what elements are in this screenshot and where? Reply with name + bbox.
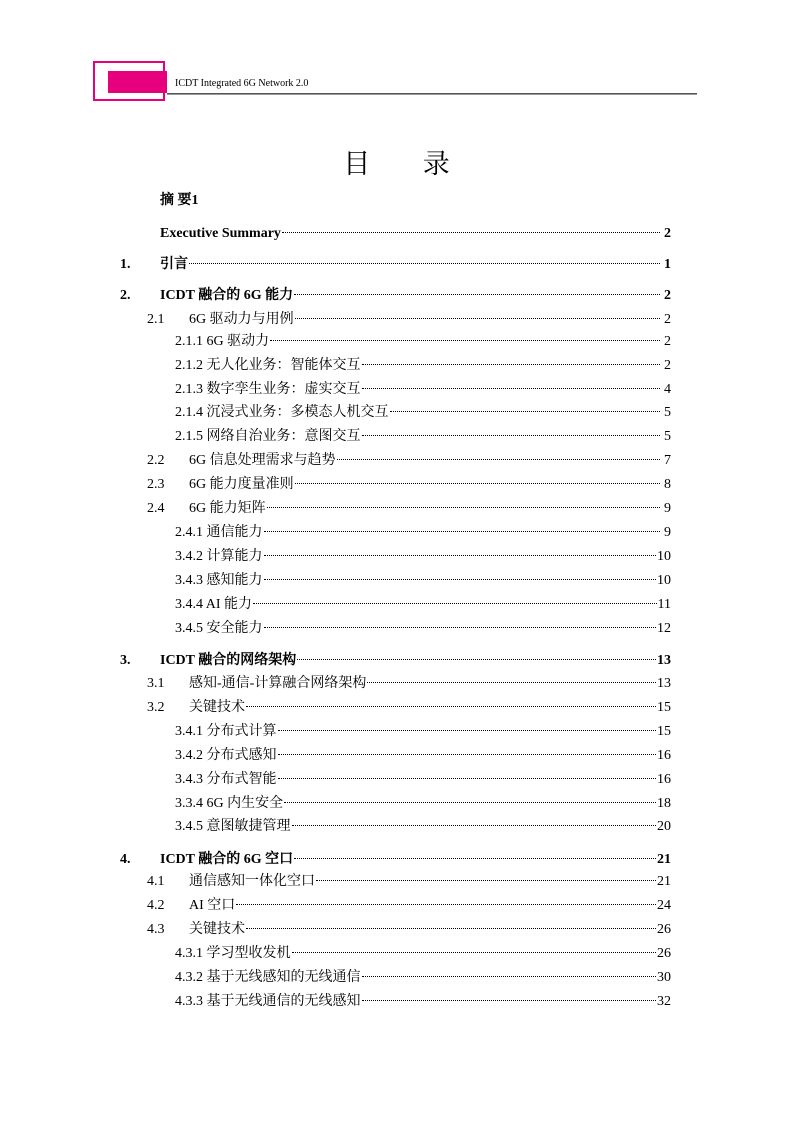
toc-entry-number: 3.: [120, 653, 131, 668]
dot-leader: [316, 880, 656, 881]
toc-entry-page: 2: [664, 334, 671, 349]
toc-entry[interactable]: [147, 699, 671, 717]
toc-entry-page: 16: [657, 748, 671, 763]
toc-entry-label: ICDT 融合的 6G 能力: [160, 288, 294, 303]
toc-entry[interactable]: [175, 596, 671, 614]
toc-entry[interactable]: [175, 771, 671, 789]
dot-leader: [362, 364, 661, 365]
toc-entry-page: 16: [657, 772, 671, 787]
toc-entry-label: 3.4.5 意图敏捷管理: [175, 819, 291, 834]
dot-leader: [297, 659, 656, 660]
dot-leader: [294, 294, 660, 295]
toc-entry-page: 9: [664, 525, 671, 540]
toc-entry-page: 21: [657, 852, 671, 867]
toc-entry[interactable]: [175, 333, 671, 351]
dot-leader: [246, 928, 656, 929]
toc-entry-number: 3.2: [147, 700, 165, 715]
toc-entry[interactable]: [175, 524, 671, 542]
toc-entry[interactable]: [175, 993, 671, 1011]
dot-leader: [390, 411, 661, 412]
toc-entry[interactable]: [175, 548, 671, 566]
toc-entry-page: 30: [657, 970, 671, 985]
dot-leader: [246, 706, 656, 707]
toc-entry-label: 6G 能力度量准则: [189, 477, 294, 492]
dot-leader: [189, 263, 660, 264]
toc-entry-number: 4.3: [147, 922, 165, 937]
toc-entry-page: 20: [657, 819, 671, 834]
dot-leader: [284, 802, 656, 803]
toc-entry[interactable]: [120, 851, 671, 869]
toc-entry-page: 7: [664, 453, 671, 468]
toc-entry-number: 4.: [120, 852, 131, 867]
toc-entry[interactable]: [175, 620, 671, 638]
toc-entry-number: 2.2: [147, 453, 165, 468]
dot-leader: [337, 459, 660, 460]
toc-entry[interactable]: [175, 428, 671, 446]
toc-entry-label: ICDT 融合的 6G 空口: [160, 852, 294, 867]
toc-entry-page: 9: [664, 501, 671, 516]
toc-entry[interactable]: [175, 969, 671, 987]
toc-entry[interactable]: [147, 452, 671, 470]
toc-entry-page: 11: [657, 597, 671, 612]
toc-entry-label: 引言: [160, 257, 188, 272]
toc-entry-label: 3.4.1 分布式计算: [175, 724, 277, 739]
toc-entry-label: 2.4.1 通信能力: [175, 525, 263, 540]
toc-entry-page: 4: [664, 382, 671, 397]
toc-entry-label: 感知-通信-计算融合网络架构: [189, 676, 367, 691]
dot-leader: [264, 555, 657, 556]
toc-entry-label: 6G 能力矩阵: [189, 501, 266, 516]
toc-entry-label: 2.1.5 网络自治业务：意图交互: [175, 429, 361, 444]
toc-entry-label: 3.3.4 6G 内生安全: [175, 796, 284, 811]
toc-entry-label: 4.3.3 基于无线通信的无线感知: [175, 994, 361, 1009]
toc-entry[interactable]: [147, 873, 671, 891]
toc-entry-page: 15: [657, 700, 671, 715]
toc-entry-label: 2.1.1 6G 驱动力: [175, 334, 270, 349]
toc-entry-label: 2.1.2 无人化业务：智能体交互: [175, 358, 361, 373]
dot-leader: [278, 778, 657, 779]
toc-entry-label: 3.4.5 安全能力: [175, 621, 263, 636]
toc-entry[interactable]: [147, 500, 671, 518]
toc-entry-label: 关键技术: [189, 922, 245, 937]
dot-leader: [362, 1000, 657, 1001]
dot-leader: [264, 627, 657, 628]
toc-entry-label: Executive Summary: [160, 226, 281, 241]
dot-leader: [292, 952, 657, 953]
toc-entry-label: 关键技术: [189, 700, 245, 715]
toc-entry-page: 2: [664, 226, 671, 241]
toc-entry-page: 5: [664, 429, 671, 444]
dot-leader: [362, 435, 661, 436]
toc-entry-number: 2.: [120, 288, 131, 303]
toc-entry[interactable]: [175, 357, 671, 375]
toc-entry[interactable]: [120, 225, 671, 243]
toc-entry[interactable]: [147, 897, 671, 915]
toc-entry[interactable]: [175, 818, 671, 836]
dot-leader: [253, 603, 657, 604]
toc-entry-page: 12: [657, 621, 671, 636]
toc-entry-page: 5: [664, 405, 671, 420]
toc-entry-label: 通信感知一体化空口: [189, 874, 315, 889]
toc-entry-number: 2.1: [147, 312, 165, 327]
toc-entry-number: 4.2: [147, 898, 165, 913]
toc-entry-page: 26: [657, 946, 671, 961]
toc-entry[interactable]: [120, 287, 671, 305]
toc-entry-page: 24: [657, 898, 671, 913]
dot-leader: [236, 904, 656, 905]
dot-leader: [282, 232, 660, 233]
dot-leader: [292, 825, 657, 826]
toc-entry-label: 2.1.3 数字孪生业务：虚实交互: [175, 382, 361, 397]
toc-entry-number: 4.1: [147, 874, 165, 889]
toc-entry-number: 2.4: [147, 501, 165, 516]
toc-entry-label: 6G 信息处理需求与趋势: [189, 453, 336, 468]
toc-entry-page: 26: [657, 922, 671, 937]
toc-entry-label: ICDT 融合的网络架构: [160, 653, 297, 668]
toc-entry[interactable]: [120, 256, 671, 274]
toc-entry-page: 13: [657, 653, 671, 668]
dot-leader: [267, 507, 660, 508]
toc-entry[interactable]: [175, 381, 671, 399]
toc-entry[interactable]: [147, 311, 671, 329]
toc-entry-label: 3.4.2 计算能力: [175, 549, 263, 564]
toc-entry-page: 2: [664, 288, 671, 303]
toc-entry-page: 2: [664, 358, 671, 373]
toc-entry[interactable]: [175, 404, 671, 422]
toc-entry-page: 10: [657, 549, 671, 564]
toc-entry-number: 1.: [120, 257, 131, 272]
toc-entry[interactable]: [175, 945, 671, 963]
toc-entry-label: 2.1.4 沉浸式业务：多模态人机交互: [175, 405, 389, 420]
dot-leader: [278, 754, 657, 755]
toc-entry[interactable]: [175, 723, 671, 741]
toc-entry-page: 10: [657, 573, 671, 588]
dot-leader: [362, 976, 657, 977]
toc-entry-page: 2: [664, 312, 671, 327]
dot-leader: [270, 340, 660, 341]
toc-entry-page: 32: [657, 994, 671, 1009]
toc-entry-label: 3.4.2 分布式感知: [175, 748, 277, 763]
toc-entry-page: 8: [664, 477, 671, 492]
toc-entry[interactable]: [175, 572, 671, 590]
dot-leader: [367, 682, 656, 683]
toc-entry-number: 2.3: [147, 477, 165, 492]
toc-entry-label: AI 空口: [189, 898, 236, 913]
toc-entry[interactable]: [147, 675, 671, 693]
dot-leader: [362, 388, 661, 389]
toc-entry-page: 15: [657, 724, 671, 739]
dot-leader: [295, 483, 660, 484]
toc-entry-page: 18: [657, 796, 671, 811]
toc-entry[interactable]: [120, 652, 671, 670]
toc-entry-label: 4.3.2 基于无线感知的无线通信: [175, 970, 361, 985]
toc-entry[interactable]: [120, 192, 671, 210]
toc-entry-page: 1: [664, 257, 671, 272]
dot-leader: [264, 579, 657, 580]
dot-leader: [294, 858, 656, 859]
toc-entry[interactable]: [175, 747, 671, 765]
toc-entry-number: 3.1: [147, 676, 165, 691]
dot-leader: [278, 730, 657, 731]
header-title: ICDT Integrated 6G Network 2.0: [175, 78, 309, 89]
toc-entry-page: 21: [657, 874, 671, 889]
toc-entry[interactable]: [175, 795, 671, 813]
dot-leader: [264, 531, 661, 532]
toc-entry-page: 13: [657, 676, 671, 691]
toc-entry-label: 3.4.4 AI 能力: [175, 597, 252, 612]
toc-entry[interactable]: [147, 921, 671, 939]
toc-title: 目 录: [343, 149, 472, 180]
toc-entry-label: 3.4.3 感知能力: [175, 573, 263, 588]
toc-entry-label: 4.3.1 学习型收发机: [175, 946, 291, 961]
dot-leader: [295, 318, 660, 319]
toc-entry-label: 3.4.3 分布式智能: [175, 772, 277, 787]
toc-entry-label: 摘 要1: [160, 193, 199, 208]
toc-entry[interactable]: [147, 476, 671, 494]
toc-entry-label: 6G 驱动力与用例: [189, 312, 294, 327]
